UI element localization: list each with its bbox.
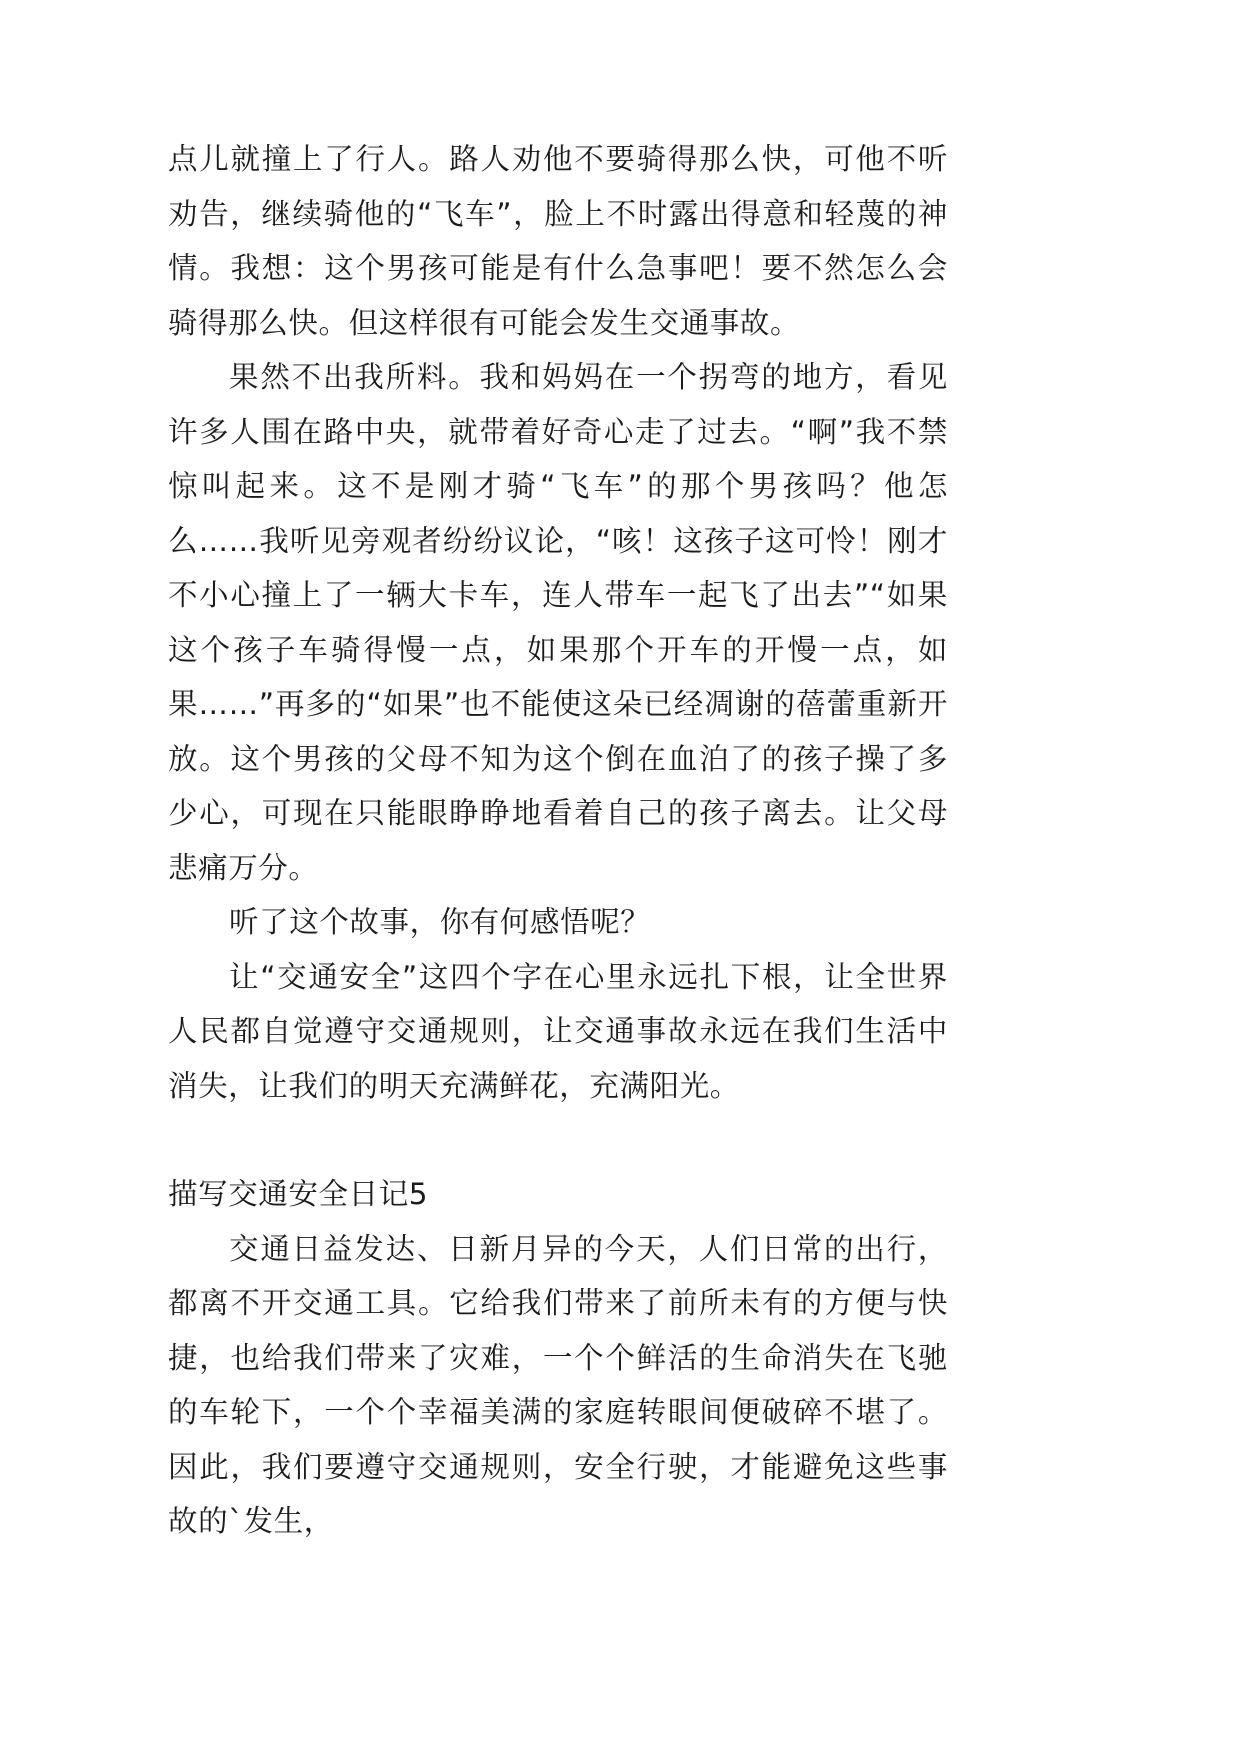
section-heading: 描写交通安全日记5 <box>168 1177 429 1211</box>
paragraph-2: 果然不出我所料。我和妈妈在一个拐弯的地方，看见许多人围在路中央，就带着好奇心走了过去。“啊”我不禁惊叫起来。这不是刚才骑“飞车”的那个男孩吗？他怎么……我听见旁观者纷纷议论，“咳！这孩子这可怜！刚才不小心撞上了一辆大卡车，连人带车一起飞了出去”“如果这个孩子车骑得慢一点，如果那个开车的开慢一点，如果……”再多的“如果”也不能使这朵已经凋谢的蓓蕾重新开放。这个男孩的父母不知为这个倒在血泊了的孩子操了多少心，可现在只能眼睁睁地看着自己的孩子离去。让父母悲痛万分。 <box>168 360 948 885</box>
paragraph-3: 听了这个故事，你有何感悟呢？ <box>229 905 651 939</box>
paragraph-5: 交通日益发达、日新月异的今天，人们日常的出行，都离不开交通工具。它给我们带来了前所未有的方便与快捷，也给我们带来了灾难，一个个鲜活的生命消失在飞驰的车轮下，一个个幸福美满的家庭转眼间便破碎不堪了。因此，我们要遵守交通规则，安全行驶，才能避免这些事故的`发生， <box>168 1231 948 1538</box>
document-body <box>168 132 948 1549</box>
paragraph-1: 点儿就撞上了行人。路人劝他不要骑得那么快，可他不听劝告，继续骑他的“飞车”，脸上不时露出得意和轻蔑的神情。我想：这个男孩可能是有什么急事吧！要不然怎么会骑得那么快。但这样很有可能会发生交通事故。 <box>168 142 948 340</box>
section-spacer <box>168 1113 948 1167</box>
paragraph-4: 让“交通安全”这四个字在心里永远扎下根，让全世界人民都自觉遵守交通规则，让交通事故永远在我们生活中消失，让我们的明天充满鲜花，充满阳光。 <box>168 959 948 1103</box>
